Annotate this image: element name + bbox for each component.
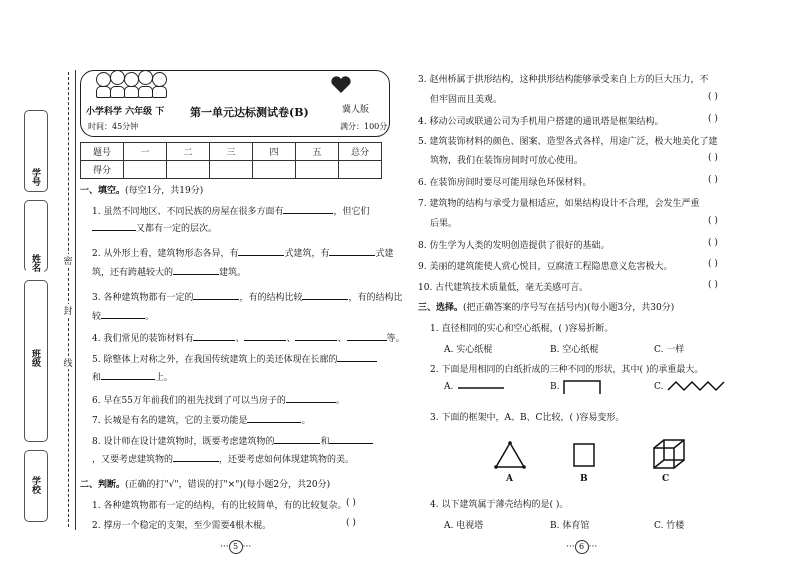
choice-q4-opt-a[interactable]: A. 电视塔 xyxy=(444,521,484,531)
blank[interactable] xyxy=(92,221,136,231)
score-table-cell: 二 xyxy=(167,143,210,161)
fill-q3-cont: 较 。 xyxy=(92,309,154,322)
blank[interactable] xyxy=(173,452,219,462)
choice-q2-opt-b[interactable]: B. xyxy=(550,382,560,392)
cut-word-feng: 封 xyxy=(62,304,74,317)
school-label: 学校 xyxy=(26,476,44,494)
choice-q4: 4. 以下建筑属于薄壳结构的是( )。 xyxy=(430,500,569,510)
blank[interactable] xyxy=(101,309,145,319)
square-frame xyxy=(572,442,596,468)
page-number-left: ··· 5 ··· xyxy=(220,542,252,552)
flat-paper-shape xyxy=(456,380,506,394)
answer-paren[interactable]: ( ) xyxy=(708,238,718,248)
answer-paren[interactable]: ( ) xyxy=(708,259,718,269)
answer-paren[interactable]: ( ) xyxy=(346,518,356,528)
judge-q1: 1. 各种建筑物都有一定的结构，有的比较简单，有的比较复杂。 xyxy=(92,501,347,511)
score-table-cell: 总分 xyxy=(339,143,382,161)
blank[interactable] xyxy=(329,434,373,444)
section2-title: 二、判断。(正确的打"√"，错误的打"×")(每小题2分，共20分) xyxy=(80,480,331,490)
score-entry[interactable] xyxy=(167,161,210,179)
choice-q1: 1. 直径相同的实心和空心纸棍，( )容易折断。 xyxy=(430,324,614,334)
fill-q6: 6. 早在55万年前我们的祖先找到了可以当房子的 。 xyxy=(92,393,345,406)
blank[interactable] xyxy=(274,434,320,444)
fill-q2-cont: 筑，还有跨越较大的 建筑。 xyxy=(92,265,246,278)
judge-q10: 10. 古代建筑技术质量低，毫无美感可言。 xyxy=(418,283,589,293)
class-label: 班级 xyxy=(26,349,44,367)
name-label: 姓名 xyxy=(26,254,44,272)
score-entry[interactable] xyxy=(339,161,382,179)
fill-q1: 1. 虽然不同地区、不同民族的房屋在很多方面有 ，但它们 xyxy=(92,204,369,217)
cube-frame xyxy=(652,438,686,472)
choice-q2: 2. 下面是用相同的白纸折成的三种不同的形状，其中( )的承重最大。 xyxy=(430,365,704,375)
fill-q5: 5. 除整体上对称之外，在我国传统建筑上的美还体现在长廊的 xyxy=(92,352,377,365)
edition-label: 冀人版 xyxy=(342,105,370,115)
cut-word-xian: 线 xyxy=(62,356,74,369)
blank[interactable] xyxy=(286,393,336,403)
score-table-cell: 题号 xyxy=(81,143,124,161)
frame-label-b: B xyxy=(580,474,588,484)
choice-q1-opt-c[interactable]: C. 一样 xyxy=(654,345,685,355)
fill-q3: 3. 各种建筑物都有一定的 ，有的结构比较 ，有的结构比 xyxy=(92,290,402,303)
blank[interactable] xyxy=(193,331,235,341)
choice-q2-opt-a[interactable]: A. xyxy=(444,382,454,392)
answer-paren[interactable]: ( ) xyxy=(708,280,718,290)
fill-q5-cont: 和 上。 xyxy=(92,370,173,383)
choice-q2-opt-c[interactable]: C. xyxy=(654,382,664,392)
score-table-header-row xyxy=(81,143,382,161)
zigzag-paper-shape xyxy=(666,378,728,394)
score-table-cell: 三 xyxy=(210,143,253,161)
fill-q8-cont: ，又要考虑建筑物的 ，还要考虑如何体现建筑物的美。 xyxy=(92,452,354,465)
choice-q1-opt-b[interactable]: B. 空心纸棍 xyxy=(550,345,599,355)
fill-q8: 8. 设计师在设计建筑物时，既要考虑建筑物的 和 xyxy=(92,434,373,447)
blank[interactable] xyxy=(238,246,284,256)
fill-q1-cont: 又都有一定的层次。 xyxy=(92,221,217,234)
full-score: 满分：100分 xyxy=(340,122,388,131)
score-table-cell: 五 xyxy=(296,143,339,161)
score-entry[interactable] xyxy=(210,161,253,179)
judge-q6: 6. 在装饰房间时要尽可能用绿色环保材料。 xyxy=(418,178,592,188)
page-margin-line xyxy=(75,70,76,530)
judge-q8: 8. 仿生学为人类的发明创造提供了很好的基础。 xyxy=(418,241,610,251)
frame-label-a: A xyxy=(506,474,513,484)
judge-q3: 3. 赵州桥属于拱形结构，这种拱形结构能够承受来自上方的巨大压力，不 xyxy=(418,75,709,85)
section1-title: 一、填空。(每空1分，共19分) xyxy=(80,186,204,196)
exam-title: 第一单元达标测试卷(B) xyxy=(190,106,309,119)
score-table-cell: 一 xyxy=(124,143,167,161)
choice-q4-opt-b[interactable]: B. 体育馆 xyxy=(550,521,590,531)
blank[interactable] xyxy=(337,352,377,362)
judge-q3-cont: 但牢固而且美观。 xyxy=(430,95,503,105)
choice-q4-opt-c[interactable]: C. 竹楼 xyxy=(654,521,685,531)
page-number-right: ··· 6 ··· xyxy=(566,542,598,552)
subject-grade: 小学科学 六年级 下 xyxy=(86,107,165,117)
choice-q1-opt-a[interactable]: A. 实心纸棍 xyxy=(444,345,493,355)
answer-paren[interactable]: ( ) xyxy=(346,498,356,508)
cut-word-mi: 密 xyxy=(62,254,74,267)
blank[interactable] xyxy=(302,290,348,300)
score-table-cell: 得分 xyxy=(81,161,124,179)
answer-paren[interactable]: ( ) xyxy=(708,114,718,124)
folded-paper-shape xyxy=(562,378,604,396)
triangle-frame xyxy=(494,440,526,470)
judge-q2: 2. 撑房一个稳定的支架，至少需要4根木棍。 xyxy=(92,521,272,531)
section3-title: 三、选择。(把正确答案的序号写在括号内)(每小题3分，共30分) xyxy=(418,303,675,313)
seal-cut-line xyxy=(68,72,69,527)
judge-q5-cont: 筑物，我们在装饰房间时可放心使用。 xyxy=(430,156,584,166)
answer-paren[interactable]: ( ) xyxy=(708,92,718,102)
answer-paren[interactable]: ( ) xyxy=(708,153,718,163)
exam-time: 时间：45分钟 xyxy=(88,122,139,131)
heart-icon xyxy=(330,76,352,94)
score-entry[interactable] xyxy=(124,161,167,179)
score-entry[interactable] xyxy=(253,161,296,179)
blank[interactable] xyxy=(101,370,155,380)
score-table xyxy=(80,142,382,179)
fill-q4: 4. 我们常见的装饰材料有 、 、 、 等。 xyxy=(92,331,405,344)
blank[interactable] xyxy=(244,331,286,341)
judge-q9: 9. 美丽的建筑能使人赏心悦目，豆腐渣工程隐患意义危害极大。 xyxy=(418,262,673,272)
judge-q5: 5. 建筑装饰材料的颜色、图案、造型各式各样，用途广泛，极大地美化了建 xyxy=(418,137,718,147)
frame-label-c: C xyxy=(662,474,670,484)
blank[interactable] xyxy=(173,265,219,275)
fill-q7: 7. 长城是有名的建筑，它的主要功能是 。 xyxy=(92,413,310,426)
blank[interactable] xyxy=(283,204,333,214)
judge-q4: 4. 移动公司或联通公司为手机用户搭建的通讯塔是框架结构。 xyxy=(418,117,664,127)
choice-q3: 3. 下面的框架中，A、B、C比较，( )容易变形。 xyxy=(430,413,625,423)
judge-q7-cont: 后果。 xyxy=(430,219,458,229)
blank[interactable] xyxy=(193,290,239,300)
blank[interactable] xyxy=(347,331,387,341)
blank[interactable] xyxy=(329,246,375,256)
score-table-score-row xyxy=(81,161,382,179)
answer-paren[interactable]: ( ) xyxy=(708,216,718,226)
score-entry[interactable] xyxy=(296,161,339,179)
score-table-cell: 四 xyxy=(253,143,296,161)
answer-paren[interactable]: ( ) xyxy=(708,175,718,185)
blank[interactable] xyxy=(295,331,337,341)
number-label: 学号 xyxy=(26,168,44,186)
fill-q2: 2. 从外形上看，建筑物形态各异，有 式建筑，有 式建 xyxy=(92,246,393,259)
judge-q7: 7. 建筑物的结构与承受力量相适应，如果结构设计不合理，会发生严重 xyxy=(418,199,700,209)
blank[interactable] xyxy=(247,413,301,423)
